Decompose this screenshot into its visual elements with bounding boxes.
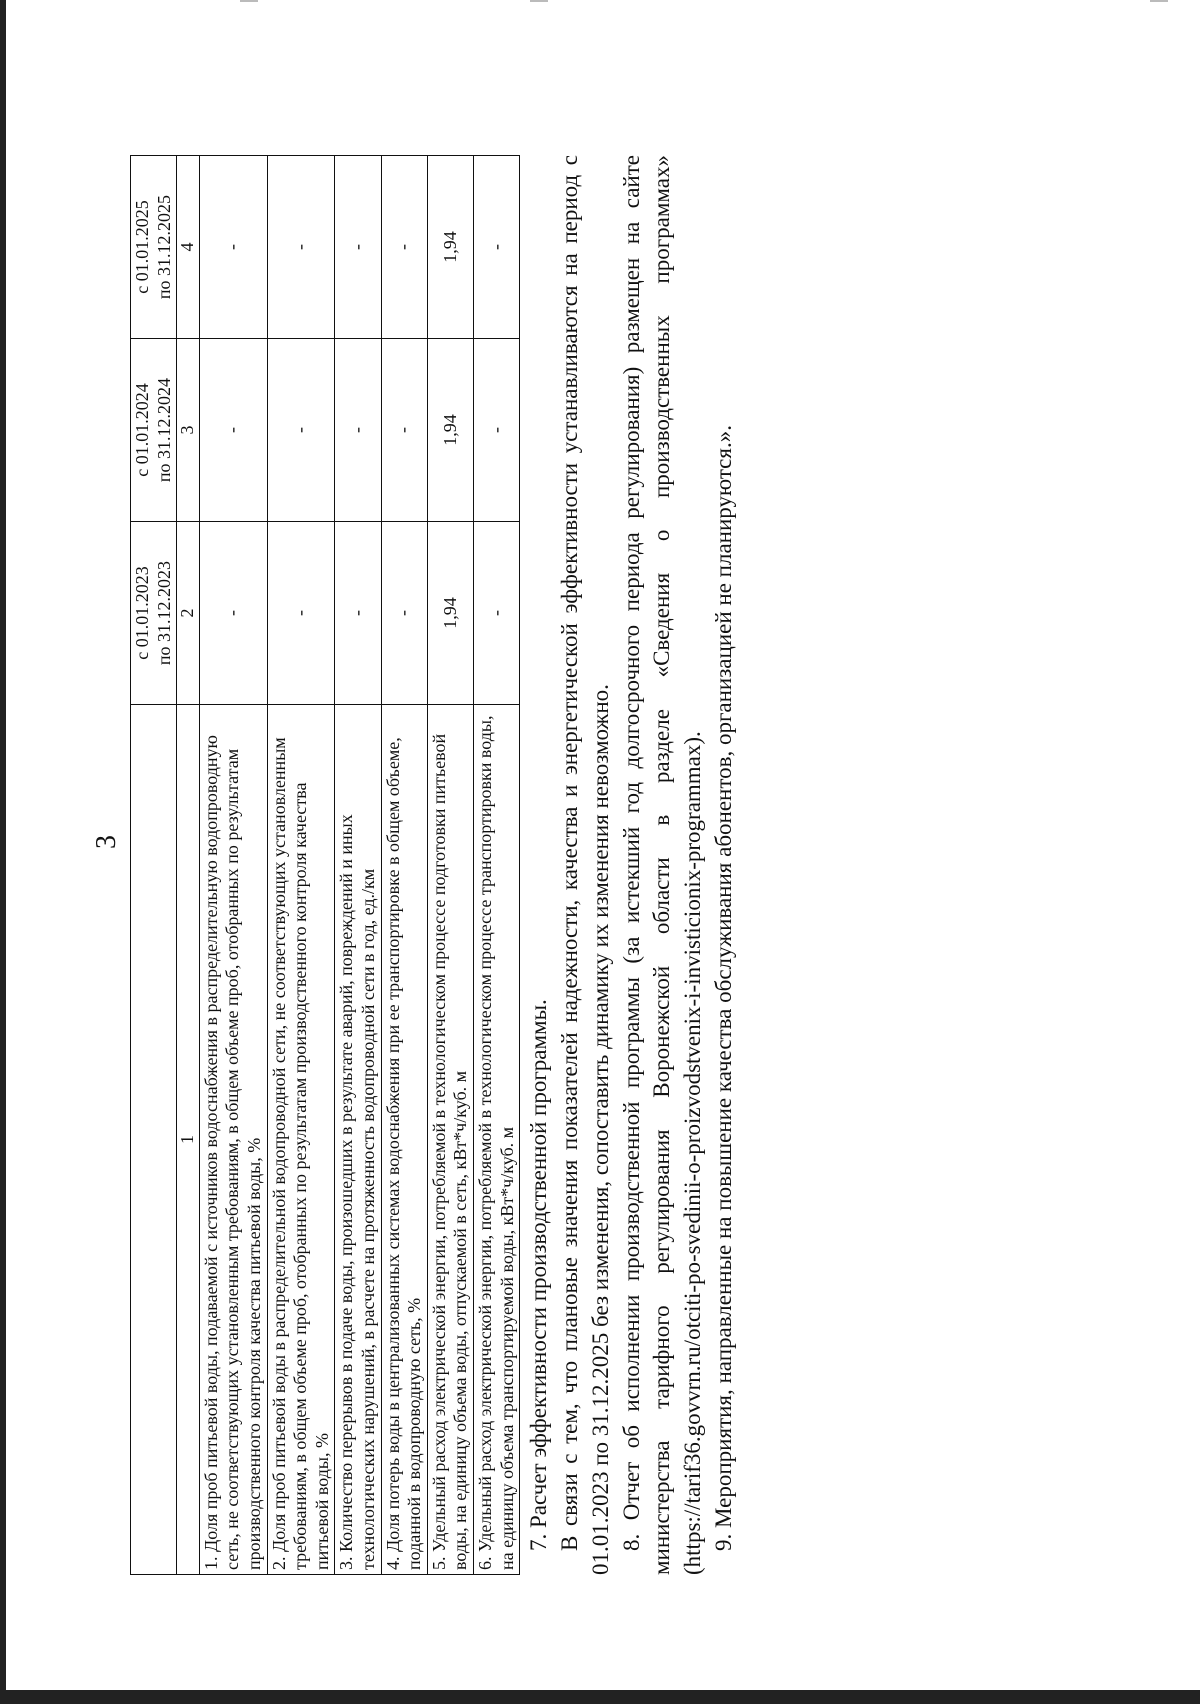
header-period-2025	[131, 156, 177, 339]
value-cell-2024: -	[473, 339, 519, 522]
value-cell-2023: 1,94	[427, 522, 473, 705]
indicator-cell: 4. Доля потерь воды в централизованных системах водоснабжения при ее транспортировке в общем объеме, поданной в водопроводную сеть, %	[381, 705, 427, 1575]
scan-border-left	[0, 0, 6, 1704]
value-cell-2025: -	[381, 156, 427, 339]
header-2025-text: с 01.01.2025 по 31.12.2025	[132, 194, 174, 300]
scan-border-bottom	[0, 1690, 1200, 1704]
value-cell-2023: -	[473, 522, 519, 705]
indicators-table	[130, 155, 520, 1575]
table-row	[335, 156, 381, 1575]
indicator-cell: 3. Количество перерывов в подаче воды, произошедших в результате аварий, повреждений и иных технологических нарушений, в расчете на протяженность водопроводной сети в год, ед./км	[335, 705, 381, 1575]
value-cell-2025: -	[335, 156, 381, 339]
indicator-cell: 6. Удельный расход электрической энергии, потребляемой в технологическом процессе транспортировки воды, на единицу объема транспортируемой воды, кВт*ч/куб. м	[473, 705, 519, 1575]
value-cell-2023: -	[199, 522, 267, 705]
value-cell-2024: -	[381, 339, 427, 522]
column-number: 3	[177, 339, 200, 522]
table-row	[267, 156, 335, 1575]
value-cell-2024: -	[335, 339, 381, 522]
header-period-2023	[131, 522, 177, 705]
indicator-cell: 5. Удельный расход электрической энергии, потребляемой в технологическом процессе подготовки питьевой воды, на единицу объема воды, отпускаемой в сеть, кВт*ч/куб. м	[427, 705, 473, 1575]
value-cell-2024: 1,94	[427, 339, 473, 522]
header-indicator	[131, 705, 177, 1575]
value-cell-2024: -	[267, 339, 335, 522]
indicator-cell: 2. Доля проб питьевой воды в распределительной водопроводной сети, не соответствующих установленным требованиям, в общем объеме проб, отобранных по результатам производственного контроля качества питьевой воды, %	[267, 705, 335, 1575]
table-row	[381, 156, 427, 1575]
header-period-2024	[131, 339, 177, 522]
table-row	[199, 156, 267, 1575]
table-header-row	[131, 156, 177, 1575]
value-cell-2023: -	[335, 522, 381, 705]
rotated-content	[130, 155, 1140, 1575]
paragraph-section-7: 7. Расчет эффективности производственной программы.	[526, 999, 552, 1551]
value-cell-2024: -	[199, 339, 267, 522]
table-row	[473, 156, 519, 1575]
paragraph-section-9: 9. Мероприятия, направленные на повышение качества обслуживания абонентов, организацией не планируются.».	[710, 425, 736, 1551]
page-number: 3	[91, 835, 122, 849]
header-2024-text: с 01.01.2024 по 31.12.2024	[132, 377, 174, 483]
column-number: 1	[177, 705, 200, 1575]
table-row	[427, 156, 473, 1575]
value-cell-2025: 1,94	[427, 156, 473, 339]
indicator-cell: 1. Доля проб питьевой воды, подаваемой с источников водоснабжения в распределительную водопроводную сеть, не соответствующих установленным требованиям, в общем объеме проб, отобранных по результатам производственного контроля качества питьевой воды, %	[199, 705, 267, 1575]
paragraph-section-8: 8. Отчет об исполнении производственной программы (за истекший год долгосрочного периода регулирования) размещен на сайте министерства тарифного регулирования Воронежской области в разделе «Сведения о производственных программах» (https://tarif36.govvrn.ru/otciti-po-svedinii-o-proizvodstvenix-i-invisticionix-programmax).	[618, 155, 706, 1575]
value-cell-2023: -	[267, 522, 335, 705]
body-text	[524, 155, 740, 1575]
value-cell-2025: -	[199, 156, 267, 339]
column-number: 2	[177, 522, 200, 705]
paragraph-efficiency-note: В связи с тем, что плановые значения показателей надежности, качества и энергетической эффективности устанавливаются на период с 01.01.2023 по 31.12.2025 без изменения, сопоставить динамику их изменения невозможно.	[556, 155, 613, 1575]
value-cell-2025: -	[267, 156, 335, 339]
scan-artifacts-top	[0, 0, 1200, 4]
value-cell-2025: -	[473, 156, 519, 339]
value-cell-2023: -	[381, 522, 427, 705]
column-number-row	[177, 156, 200, 1575]
column-number: 4	[177, 156, 200, 339]
header-2023-text: с 01.01.2023 по 31.12.2023	[132, 560, 174, 666]
